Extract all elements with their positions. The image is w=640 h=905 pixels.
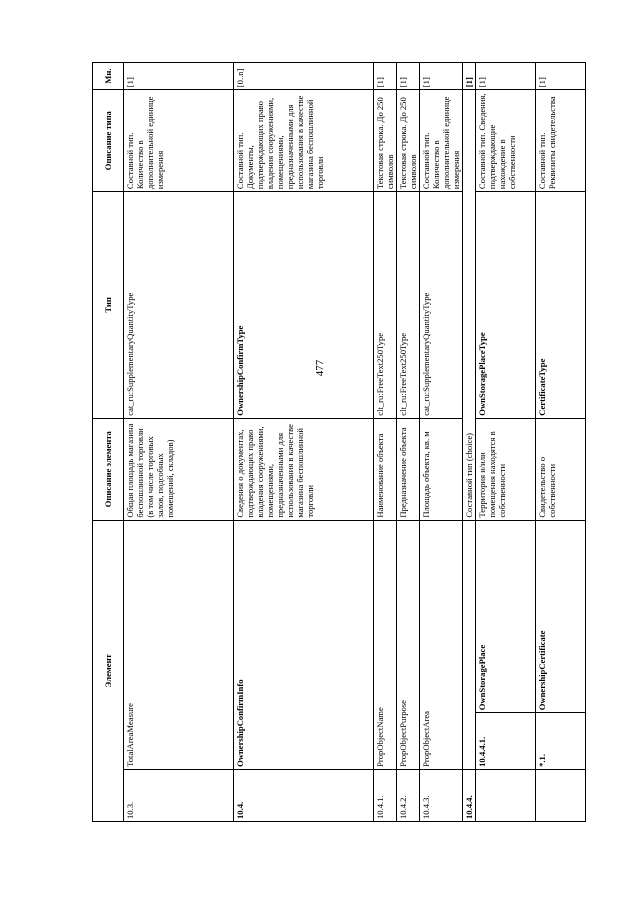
row-number: 10.4.2. [397, 769, 420, 821]
table-row [420, 63, 463, 822]
row-number: 10.4.4. [463, 769, 476, 821]
type-description: Составной тип. Сведения, подтверждающие нахождение в собственности [476, 90, 536, 192]
type-description: Составной тип. Количество в дополнительной единице измерения [124, 90, 234, 192]
multiplicity: [1] [536, 63, 586, 90]
table-row [463, 63, 476, 822]
element-name: PropObjectName [374, 520, 397, 769]
row-number: 10.4.3. [420, 769, 463, 821]
row-number: 10.4.4.1. [476, 713, 536, 770]
element-description: Территория и/или помещения находятся в собственности [476, 418, 536, 520]
row-number: *.1. [536, 713, 586, 770]
table-row [476, 63, 536, 822]
table-row [124, 63, 234, 822]
type-description: Составной тип. Реквизиты свидетельства [536, 90, 586, 192]
element-name: PropObjectPurpose [397, 520, 420, 769]
table-row [536, 63, 586, 822]
rotated-table-region [92, 62, 579, 822]
header-type: Тип [93, 192, 124, 419]
type-description: Составной тип. Количество в дополнительной единице измерения [420, 90, 463, 192]
multiplicity: [0..n] [234, 63, 374, 90]
type-description: Текстовая строка. До 250 символов [397, 90, 420, 192]
type-description: Текстовая строка. До 250 символов [374, 90, 397, 192]
element-description: Общая площадь магазина беспошлинной торговли (в том числе торговых залов, подсобных помещений, складов) [124, 418, 234, 520]
choice-description: Составной тип (choice) [463, 90, 476, 520]
multiplicity: [1] [476, 63, 536, 90]
element-description: Сведения о документах, подтверждающих право владения сооружениями, помещениями, предназначенными для использования в качестве магазина беспошлинной торговли [234, 418, 374, 520]
table-row [234, 63, 374, 822]
element-table [92, 62, 586, 822]
multiplicity: [1] [397, 63, 420, 90]
header-element: Элемент [93, 520, 124, 821]
element-description: Предназначение объекта [397, 418, 420, 520]
row-number: 10.3. [124, 769, 234, 821]
element-description: Наименование объекта [374, 418, 397, 520]
page-number: 477 [314, 359, 326, 377]
multiplicity: [1] [374, 63, 397, 90]
table-header [93, 63, 124, 822]
element-name: TotalAreaMeasure [124, 520, 234, 769]
header-description: Описание элемента [93, 418, 124, 520]
table-row [397, 63, 420, 822]
header-type-description: Описание типа [93, 90, 124, 192]
element-type: clt_ru:FreeText250Type [397, 192, 420, 419]
row-number: 10.4. [234, 769, 374, 821]
element-description: Площадь объекта, кв. м [420, 418, 463, 520]
row-number: 10.4.1. [374, 769, 397, 821]
table-row [374, 63, 397, 822]
element-name: OwnStoragePlace [476, 520, 536, 713]
multiplicity: [1] [124, 63, 234, 90]
element-name: PropObjectArea [420, 520, 463, 769]
element-type: OwnStoragePlaceType [476, 192, 536, 419]
header-multiplicity: Мн. [93, 63, 124, 90]
element-type: cat_ru:SupplementaryQuantityType [124, 192, 234, 419]
multiplicity: [1] [420, 63, 463, 90]
element-name: OwnershipCertificate [536, 520, 586, 713]
element-type: CertificateType [536, 192, 586, 419]
element-type: cat_ru:SupplementaryQuantityType [420, 192, 463, 419]
element-name: OwnershipConfirmInfo [234, 520, 374, 769]
element-type: clt_ru:FreeText250Type [374, 192, 397, 419]
element-type: OwnershipConfirmType [234, 192, 374, 419]
multiplicity: [1] [463, 63, 476, 90]
element-description: Свидетельство о собственности [536, 418, 586, 520]
type-description: Составной тип. Документы, подтверждающих право владения сооружениями, помещениями, предназначенными для использования в качестве магазина беспошлинной торговли [234, 90, 374, 192]
